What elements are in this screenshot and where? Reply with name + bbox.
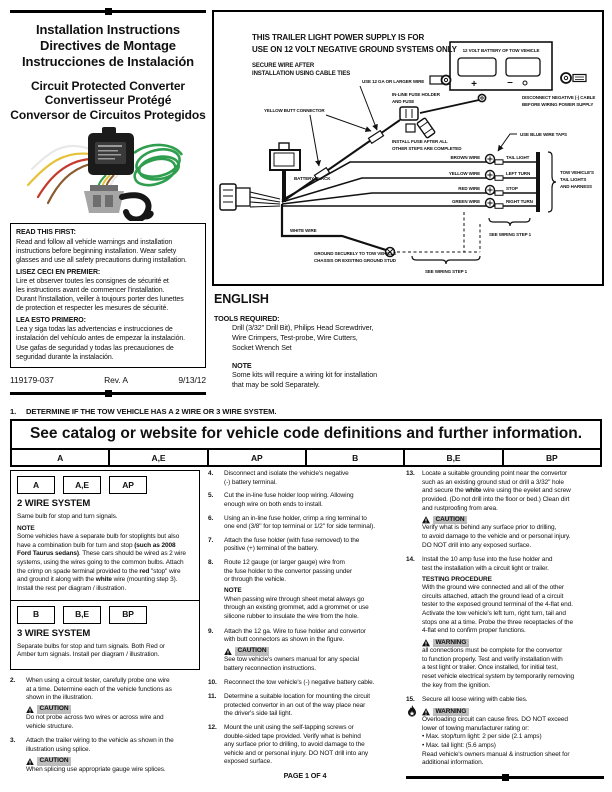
step-body <box>422 696 604 769</box>
warning-label: WARNING <box>433 639 470 648</box>
negative-cable-bolt <box>561 73 586 83</box>
three-wire-section <box>11 600 199 669</box>
wire-tap-symbol <box>486 155 504 165</box>
two-wire-heading: 2 WIRE SYSTEM <box>17 498 91 510</box>
diagram-header-line1: THIS TRAILER LIGHT POWER SUPPLY IS FOR <box>252 33 425 42</box>
step-body <box>224 724 402 767</box>
tools-required-heading: TOOLS REQUIRED: <box>214 314 280 323</box>
wiring-diagram-box <box>212 10 604 286</box>
product-photo-illustration <box>18 125 198 221</box>
step-number: 9. <box>208 627 214 635</box>
step-body <box>422 470 604 551</box>
caution-header <box>26 757 200 766</box>
battery-to-fuse-wire <box>420 100 479 113</box>
white-wire-label: WHITE WIRE <box>290 228 317 233</box>
sub-section-text: When splicing use appropriate gauge wire splices. <box>26 765 166 773</box>
ground-note-line2: CHASSIS OR EXISTING GROUND STUD <box>314 258 396 263</box>
four-flat-connector <box>84 185 124 213</box>
step-body <box>224 679 402 688</box>
green-wire-coil <box>131 145 182 190</box>
code-chip: AP <box>109 476 147 494</box>
vehicle-code-cell: A <box>57 452 64 463</box>
step-body <box>422 556 604 691</box>
caution-label: CAUTION <box>235 647 270 656</box>
step-text: Determine a suitable location for mounting the circuit protected convertor in an out of the way place near the driver's side tail light. <box>224 692 370 718</box>
vehicle-code-table <box>10 419 602 467</box>
caution-label: CAUTION <box>37 705 72 714</box>
sub-section-heading: TESTING PROCEDURE <box>422 575 492 583</box>
read-first-heading-es: LEA ESTO PRIMERO: <box>16 317 86 325</box>
step-body <box>224 492 402 509</box>
vehicle-code-cell: B <box>305 450 403 465</box>
vehicle-code-header-row <box>12 448 600 465</box>
step-body <box>26 677 200 732</box>
four-flat-connector-drawing <box>220 184 250 210</box>
vehicle-code-cell: AP <box>207 450 305 465</box>
function-wires <box>282 162 536 206</box>
wire-system-box <box>10 470 200 670</box>
step-text: Disconnect and isolate the vehicle's negative (-) battery terminal. <box>224 470 349 486</box>
read-first-body-en: Read and follow all vehicle warnings and installation instructions before beginning installation. Wear safety glasses and use all safety precautions during installation. <box>16 238 187 264</box>
red-wire-label: RED WIRE <box>458 186 480 191</box>
two-wire-codes <box>17 476 193 494</box>
step-text: Mount the unit using the self-tapping screws or double-sided tape provided. Verify what is behind any surface prior to drilling, to avoid damage to the vehicle and or personal injury. DO NOT drill into any exposed surface. <box>224 723 369 766</box>
registration-mark-top <box>10 8 206 15</box>
steps-left <box>10 677 200 775</box>
part-number-row <box>10 375 206 385</box>
tow-vehicle-label-line3: AND HARNESS <box>560 184 592 189</box>
step-text: Using an in-line fuse holder, crimp a ring terminal to one end (3/8" for top terminal or 1/2" for side terminal). <box>224 514 375 531</box>
step-body <box>224 515 402 532</box>
column-middle <box>208 470 402 772</box>
tools-note-heading: NOTE <box>232 360 252 370</box>
step-item <box>208 679 402 688</box>
stop-label: STOP <box>506 186 518 191</box>
warning-label: WARNING <box>433 708 470 717</box>
column-left <box>10 470 200 780</box>
positive-terminal-clamp <box>430 76 451 85</box>
yellow-wire-label: YELLOW WIRE <box>448 171 480 176</box>
warning-triangle-icon <box>422 708 430 716</box>
step-text: Locate a suitable grounding point near the convertor such as an existing ground stud or drill a 3/32" hole and secure the white wire using the eyelet and screw provided. (Do not drill into the floor or bed.) Clean dirt and rustproofing from area. <box>422 470 571 512</box>
tail-light-label: TAIL LIGHT <box>506 155 530 160</box>
install-fuse-note-line2: OTHER STEPS ARE COMPLETED <box>392 146 462 151</box>
read-first-body-fr: Lire et observer toutes les consignes de sécurité et les instructions avant de commencer l'installation. Durant l'installation, veiller à toujours porter des lunettes de protection et respecter les mesures de sécurité. <box>16 277 184 313</box>
left-turn-label: LEFT TURN <box>506 171 531 176</box>
brown-wire-label: BROWN WIRE <box>450 155 480 160</box>
warning-header <box>422 639 604 648</box>
step-number: 11. <box>208 692 217 700</box>
ground-brace <box>412 256 480 264</box>
butt-connector-arrow-1 <box>310 115 319 166</box>
sub-section-text: With the ground wire connected and all of the other circuits attached, attach the ground lead of a circuit tester to the exposed ground terminal of the 4-flat end. Activate the tow vehicle's left turn, right turn, tail and stops one at a time. Probe the three receptacles of the 4-flat end to confirm proper functions. <box>422 584 573 635</box>
sub-section-text: When passing wire through sheet metal always go through an existing grommet, add a grommet or use silicone rubber to insulate the wire from the hole. <box>224 595 369 620</box>
code-chip: A,E <box>63 476 101 494</box>
step-number: 3. <box>10 737 16 745</box>
see-wiring-step1-label-b: SEE WIRING STEP 1 <box>425 269 467 274</box>
code-chip: A <box>17 476 55 494</box>
step-number: 12. <box>208 723 217 731</box>
disconnect-negative-label-line1: DISCONNECT NEGATIVE (-) CABLE <box>522 95 596 100</box>
step-body <box>224 628 402 675</box>
step-body <box>224 470 402 487</box>
dashed-grouping-lines <box>397 212 480 252</box>
use-12ga-arrow <box>360 86 377 130</box>
step-number: 8. <box>208 559 214 567</box>
title-spanish: Instrucciones de Instalación <box>21 53 195 69</box>
wire-tap-symbol <box>486 199 504 209</box>
right-turn-label: RIGHT TURN <box>506 199 533 204</box>
registration-mark-left-bottom <box>10 390 206 397</box>
green-wire-label: GREEN WIRE <box>451 199 480 204</box>
product-photo <box>10 125 206 221</box>
step-item <box>208 559 402 622</box>
battery-label: 12 VOLT BATTERY OF TOW VEHICLE <box>462 48 540 53</box>
tail-light-harness-bus <box>536 152 540 212</box>
three-wire-codes <box>17 606 193 624</box>
caution-label: CAUTION <box>433 516 468 525</box>
title-french: Directives de Montage <box>40 37 176 53</box>
ground-note-line1: GROUND SECURELY TO TOW VEHICLE <box>314 251 397 256</box>
diagram-header-line2: USE ON 12 VOLT NEGATIVE GROUND SYSTEMS ONLY <box>252 45 457 54</box>
step-text: Attach the trailer wiring to the vehicle as shown in the illustration using splice. <box>26 737 174 753</box>
step-number: 13. <box>406 470 415 477</box>
ring-terminal-eyelet <box>478 94 485 101</box>
step-number: 15. <box>406 696 415 704</box>
code-chip: B <box>17 606 55 624</box>
two-wire-section <box>11 471 199 600</box>
yellow-wire-line <box>282 178 536 202</box>
use-12ga-label: USE 12 GA OR LARGER WIRE <box>362 79 425 84</box>
left-wires <box>28 146 90 203</box>
title-english: Installation Instructions <box>35 22 181 37</box>
step-number: 7. <box>208 536 214 544</box>
warning-header <box>422 708 604 717</box>
step-number: 14. <box>406 556 415 564</box>
fire-icon <box>407 705 417 721</box>
inline-fuse-label-line2: AND FUSE <box>392 99 415 104</box>
battery-black-label: BATTERY BLACK <box>294 176 331 181</box>
step-text: Reconnect the tow vehicle's (-) negative battery cable. <box>224 679 375 687</box>
step-item <box>208 515 402 532</box>
read-first-heading-en: READ THIS FIRST: <box>16 229 76 237</box>
english-heading: ENGLISH <box>214 292 269 306</box>
two-wire-note-body: Some vehicles have a separate bulb for stoplights but also have a combination bulb for turn and stop (such as 2008 Ford Taurus sedans). These cars should be wired as 2 wire systems, using the wires going to the common bulbs. Attach the crimp on spade terminal provided to the red "stop" wire and ground it along with the white wire (mounting step 3). Install the rest per diagram / illustration. <box>17 533 186 593</box>
column-right <box>406 470 604 774</box>
step-body <box>224 559 402 622</box>
disconnect-negative-label-line2: BEFORE WIRING POWER SUPPLY <box>522 102 594 107</box>
step-item <box>208 470 402 487</box>
step-item <box>10 677 200 732</box>
revision: Rev. A <box>104 374 128 385</box>
step-item <box>208 724 402 767</box>
vehicle-code-cell: BP <box>502 450 600 465</box>
sub-section-text: Verify what is behind any surface prior to drilling, to avoid damage to the vehicle and or personal injury. DO NOT drill into any exposed surface. <box>422 524 571 549</box>
product-title <box>10 79 206 123</box>
vehicle-code-cell: A,E <box>108 450 206 465</box>
product-title-english: Circuit Protected Converter <box>30 78 185 93</box>
warning-triangle-icon <box>26 706 34 714</box>
caution-header <box>422 516 604 525</box>
step-text: Cut the in-line fuse holder loop wiring. Allowing enough wire on both ends to install. <box>224 492 354 508</box>
read-first-body-es: Lea y siga todas las advertencias e instrucciones de instalación del vehículo antes de empezar la instalación. Use gafas de seguridad y todas las precauciones de seguridad durante la instalación. <box>16 326 186 361</box>
step-body <box>224 693 402 719</box>
step-number: 5. <box>208 492 214 500</box>
sub-section-text: Overloading circuit can cause fires. DO NOT exceed lower of towing manufacturer rating or: • Max. stop/turn light: 2 per side (2.1 amps) • Max. tail light: (5.6 amps) Read vehicle's owners manual & instruction sheet for additional information. <box>422 716 570 767</box>
step-text: Attach the 12 ga. Wire to fuse holder and convertor with butt connectors as shown in the figure. <box>224 627 366 644</box>
two-wire-note-heading: NOTE <box>17 524 35 532</box>
part-number: 119179-037 <box>10 374 54 385</box>
step-body <box>224 537 402 554</box>
step-number: 6. <box>208 514 214 522</box>
tools-note-body: Some kits will require a wiring kit for installation that may be sold Separately. <box>232 369 377 389</box>
warning-triangle-icon <box>26 758 34 766</box>
secure-wire-note-line2: INSTALLATION USING CABLE TIES <box>252 71 351 77</box>
wire-tap-symbol <box>486 171 504 181</box>
step-item <box>208 628 402 675</box>
wiring-diagram <box>214 12 602 284</box>
step-item <box>406 556 604 691</box>
caution-header <box>224 647 402 656</box>
yellow-butt-connector-label: YELLOW BUTT CONNECTOR <box>264 108 325 113</box>
steps-right <box>406 470 604 769</box>
converter-module <box>88 127 134 175</box>
step-1-number: 1. <box>10 407 17 416</box>
document-title <box>10 22 206 70</box>
sub-section-text: all connections must be complete for the convertor to function properly. Test and verify installation with a test light or trailer. Once installed, for initial test, reset vehicle electrical system by temporarily removing the key from the ignition. <box>422 647 574 689</box>
registration-mark-right-bottom <box>406 774 604 781</box>
step-text: Route 12 gauge (or larger gauge) wire from the fuse holder to the convertor passing under or through the vehicle. <box>224 559 353 584</box>
step-item <box>208 693 402 719</box>
revision-date: 9/13/12 <box>178 374 206 385</box>
page-footer: PAGE 1 OF 4 <box>283 771 327 780</box>
warning-triangle-icon <box>422 639 430 647</box>
wire-tap-symbol <box>486 186 504 196</box>
step-number: 10. <box>208 679 217 687</box>
tow-vehicle-label-line2: TAIL LIGHTS <box>560 177 587 182</box>
warning-triangle-icon <box>422 516 430 524</box>
butt-connector-arrow-2 <box>326 115 371 131</box>
use-blue-wire-taps-label: USE BLUE WIRE TAPS <box>520 132 567 137</box>
connector-leads <box>250 192 280 207</box>
taps-brace <box>489 218 530 226</box>
tools-required-body: Drill (3/32" Drill Bit), Philips Head Screwdriver, Wire Crimpers, Test-probe, Wire Cutters, Socket Wrench Set <box>232 323 374 352</box>
step-item <box>406 470 604 551</box>
inline-fuse-label-line1: IN-LINE FUSE HOLDER <box>392 92 440 97</box>
step-item <box>10 737 200 775</box>
three-wire-body: Separate bulbs for stop and turn signals. Both Red or Amber turn signals. Install per diagram / illustration. <box>17 642 165 659</box>
step-number: 4. <box>208 470 214 477</box>
sub-section-text: See tow vehicle's owners manual for any special battery reconnection instructions. <box>224 656 359 672</box>
step-item <box>406 696 604 769</box>
step-item <box>208 537 402 554</box>
title-panel <box>10 8 206 397</box>
read-first-heading-fr: LISEZ CECI EN PREMIER: <box>16 268 101 276</box>
sub-section-text: Do not probe across two wires or across wire and vehicle structure. <box>26 713 164 730</box>
code-chip: BP <box>109 606 147 624</box>
step-1-heading <box>10 407 276 416</box>
install-fuse-note-line1: INSTALL FUSE AFTER ALL <box>392 139 448 144</box>
battery-plus: + <box>471 79 477 90</box>
step-text: Install the 10 amp fuse into the fuse holder and test the installation with a circuit light or trailer. <box>422 556 553 572</box>
step-number: 2. <box>10 676 16 684</box>
warning-triangle-icon <box>224 648 232 656</box>
code-chip: B,E <box>63 606 101 624</box>
three-wire-heading: 3 WIRE SYSTEM <box>17 627 91 639</box>
product-title-spanish: Conversor de Circuitos Protegidos <box>10 107 206 122</box>
use-blue-wire-taps-arrow <box>498 134 517 151</box>
see-wiring-step1-label-a: SEE WIRING STEP 1 <box>489 232 531 237</box>
step-text: Secure all loose wiring with cable ties. <box>422 696 528 704</box>
white-wire-line <box>282 204 386 250</box>
secure-wire-note-line1: SECURE WIRE AFTER <box>252 63 315 69</box>
tow-vehicle-label-line1: TOW VEHICLE'S <box>560 170 594 175</box>
step-text: Attach the fuse holder (with fuse removed) to the positive (+) terminal of the battery. <box>224 536 360 553</box>
read-first-box <box>10 223 206 367</box>
harness-brace <box>548 152 556 212</box>
caution-header <box>26 705 200 714</box>
step-text: When using a circuit tester, carefully probe one wire at a time. Determine each of the vehicle functions as shown in the illustration. <box>26 676 172 702</box>
caution-label: CAUTION <box>37 757 72 766</box>
two-wire-body: Same bulb for stop and turn signals. <box>17 512 118 520</box>
step-body <box>26 737 200 775</box>
product-title-french: Convertisseur Protégé <box>44 93 172 108</box>
steps-middle <box>208 470 402 767</box>
step-item <box>208 492 402 509</box>
vehicle-code-cell: B,E <box>403 450 501 465</box>
sub-section-heading: NOTE <box>224 587 242 595</box>
converter-module-drawing <box>270 143 300 170</box>
catalog-banner: See catalog or website for vehicle code definitions and further information. <box>29 425 583 442</box>
step-1-text: DETERMINE IF THE TOW VEHICLE HAS A 2 WIRE OR 3 WIRE SYSTEM. <box>26 407 277 416</box>
battery-minus: – <box>507 77 513 88</box>
english-section <box>214 292 594 390</box>
